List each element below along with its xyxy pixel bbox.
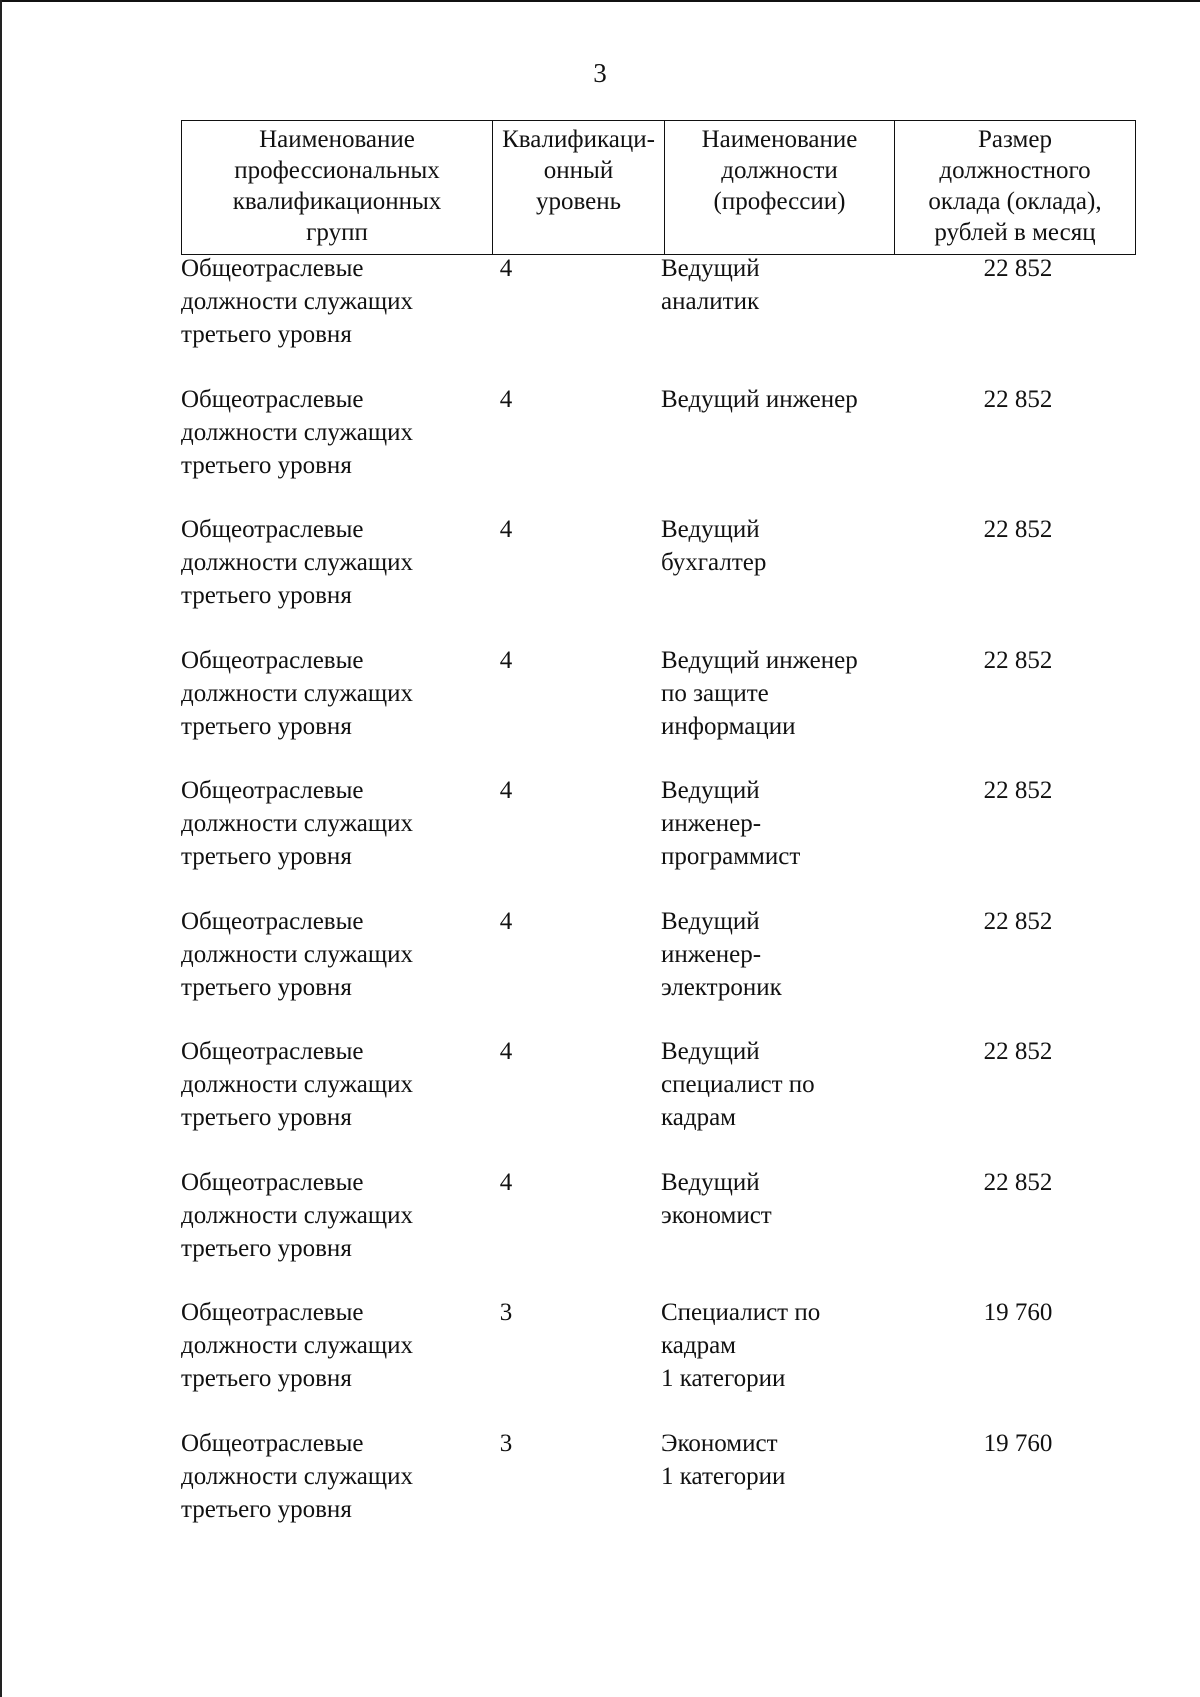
cell-line: Общеотраслевые — [181, 646, 364, 674]
cell-line: Общеотраслевые — [181, 907, 364, 935]
cell-line: кадрам — [661, 1104, 736, 1131]
cell-line: третьего уровня — [181, 843, 352, 870]
header-line: онный — [543, 157, 614, 184]
header-line: Квалификаци- — [502, 126, 655, 153]
cell-line: третьего уровня — [181, 451, 352, 479]
group-cell — [181, 252, 466, 351]
salary-cell: 22 852 — [983, 385, 1053, 413]
position-cell — [661, 252, 901, 318]
position-cell — [661, 513, 901, 579]
cell-line: инженер- — [661, 940, 762, 968]
salary-cell: 22 852 — [983, 646, 1053, 674]
table-row — [181, 1296, 1135, 1427]
cell-line: должности служащих — [181, 810, 414, 837]
header-line: (профессии) — [713, 188, 846, 215]
cell-line: 1 категории — [661, 1365, 786, 1392]
cell-line: Ведущий — [661, 907, 760, 935]
level-cell: 4 — [499, 516, 513, 543]
scan-top-border — [0, 0, 1200, 2]
cell-line: должности служащих — [181, 1201, 414, 1229]
cell-line: Ведущий инженер — [661, 646, 858, 674]
cell-line: кадрам — [661, 1332, 736, 1359]
header-position-name — [665, 121, 895, 255]
table-row — [181, 905, 1135, 1036]
cell-line: третьего уровня — [181, 1104, 352, 1131]
cell-line: должности служащих — [181, 1462, 414, 1490]
position-cell — [661, 1166, 901, 1232]
cell-line: должности служащих — [181, 1071, 414, 1098]
cell-line: Ведущий — [661, 255, 760, 282]
cell-line: третьего уровня — [181, 973, 352, 1001]
group-cell — [181, 644, 466, 743]
header-line: Наименование — [259, 126, 415, 153]
position-cell — [661, 1035, 901, 1134]
position-cell — [661, 1427, 901, 1493]
cell-line: Ведущий инженер — [661, 385, 858, 413]
group-cell — [181, 1166, 466, 1265]
scan-left-border — [0, 0, 2, 1697]
cell-line: Общеотраслевые — [181, 1429, 364, 1457]
cell-line: бухгалтер — [661, 549, 767, 576]
table-row — [181, 383, 1135, 514]
header-salary — [895, 121, 1136, 255]
cell-line: Специалист по — [661, 1299, 821, 1326]
group-cell — [181, 1427, 466, 1526]
level-cell: 4 — [499, 777, 513, 804]
table-row — [181, 774, 1135, 905]
cell-line: должности служащих — [181, 288, 414, 315]
header-line: Размер — [978, 126, 1052, 153]
header-group-name — [182, 121, 493, 255]
cell-line: по защите — [661, 679, 769, 707]
header-line: Наименование — [701, 126, 858, 153]
group-cell — [181, 383, 466, 482]
cell-line: Ведущий — [661, 1168, 760, 1196]
position-cell — [661, 905, 901, 1004]
cell-line: Общеотраслевые — [181, 255, 364, 282]
position-cell — [661, 644, 901, 743]
cell-line: Ведущий — [661, 777, 760, 804]
cell-line: должности служащих — [181, 940, 414, 968]
table-row — [181, 644, 1135, 775]
salary-cell: 22 852 — [983, 907, 1053, 935]
cell-line: Общеотраслевые — [181, 1038, 364, 1065]
cell-line: третьего уровня — [181, 1495, 352, 1523]
cell-line: третьего уровня — [181, 582, 352, 609]
salary-cell: 22 852 — [983, 516, 1053, 543]
salary-cell: 19 760 — [983, 1299, 1053, 1326]
cell-line: программист — [661, 843, 801, 870]
cell-line: Общеотраслевые — [181, 516, 364, 543]
header-line: квалификационных — [232, 188, 442, 215]
header-line: групп — [306, 219, 368, 246]
cell-line: должности служащих — [181, 1332, 414, 1359]
cell-line: Общеотраслевые — [181, 1299, 364, 1326]
cell-line: электроник — [661, 973, 782, 1001]
table-row — [181, 1035, 1135, 1166]
cell-line: инженер- — [661, 810, 762, 837]
cell-line: информации — [661, 712, 796, 740]
table-row — [181, 513, 1135, 644]
level-cell: 4 — [499, 255, 513, 282]
level-cell: 4 — [499, 385, 513, 413]
header-line: должности — [721, 157, 838, 184]
position-cell — [661, 774, 901, 873]
salary-cell: 19 760 — [983, 1429, 1053, 1457]
cell-line: экономист — [661, 1201, 772, 1229]
group-cell — [181, 774, 466, 873]
cell-line: аналитик — [661, 288, 760, 315]
group-cell — [181, 1035, 466, 1134]
salary-cell: 22 852 — [983, 255, 1053, 282]
cell-line: 1 категории — [661, 1462, 786, 1490]
table-body — [181, 252, 1135, 1557]
header-line: уровень — [535, 188, 622, 215]
level-cell: 3 — [499, 1429, 513, 1457]
header-line: оклада (оклада), — [928, 188, 1102, 215]
salary-cell: 22 852 — [983, 777, 1053, 804]
level-cell: 3 — [499, 1299, 513, 1326]
table-row — [181, 252, 1135, 383]
header-qualification-level — [493, 121, 665, 255]
cell-line: должности служащих — [181, 549, 414, 576]
header-line: рублей в месяц — [934, 219, 1096, 246]
cell-line: должности служащих — [181, 679, 414, 707]
cell-line: третьего уровня — [181, 712, 352, 740]
cell-line: Ведущий — [661, 1038, 760, 1065]
table-header — [181, 120, 1136, 255]
cell-line: третьего уровня — [181, 1365, 352, 1392]
position-cell — [661, 1296, 901, 1395]
cell-line: Ведущий — [661, 516, 760, 543]
level-cell: 4 — [499, 1038, 513, 1065]
cell-line: Экономист — [661, 1429, 778, 1457]
cell-line: третьего уровня — [181, 321, 352, 348]
position-cell — [661, 383, 901, 416]
group-cell — [181, 1296, 466, 1395]
cell-line: третьего уровня — [181, 1234, 352, 1262]
header-line: должностного — [939, 157, 1091, 184]
cell-line: Общеотраслевые — [181, 777, 364, 804]
salary-cell: 22 852 — [983, 1038, 1053, 1065]
cell-line: должности служащих — [181, 418, 414, 446]
table-row — [181, 1427, 1135, 1558]
cell-line: специалист по — [661, 1071, 815, 1098]
group-cell — [181, 905, 466, 1004]
table-row — [181, 1166, 1135, 1297]
level-cell: 4 — [499, 1168, 513, 1196]
header-line: профессиональных — [234, 157, 440, 184]
level-cell: 4 — [499, 907, 513, 935]
cell-line: Общеотраслевые — [181, 1168, 364, 1196]
page-number: 3 — [593, 58, 607, 88]
level-cell: 4 — [499, 646, 513, 674]
salary-cell: 22 852 — [983, 1168, 1053, 1196]
cell-line: Общеотраслевые — [181, 385, 364, 413]
group-cell — [181, 513, 466, 612]
